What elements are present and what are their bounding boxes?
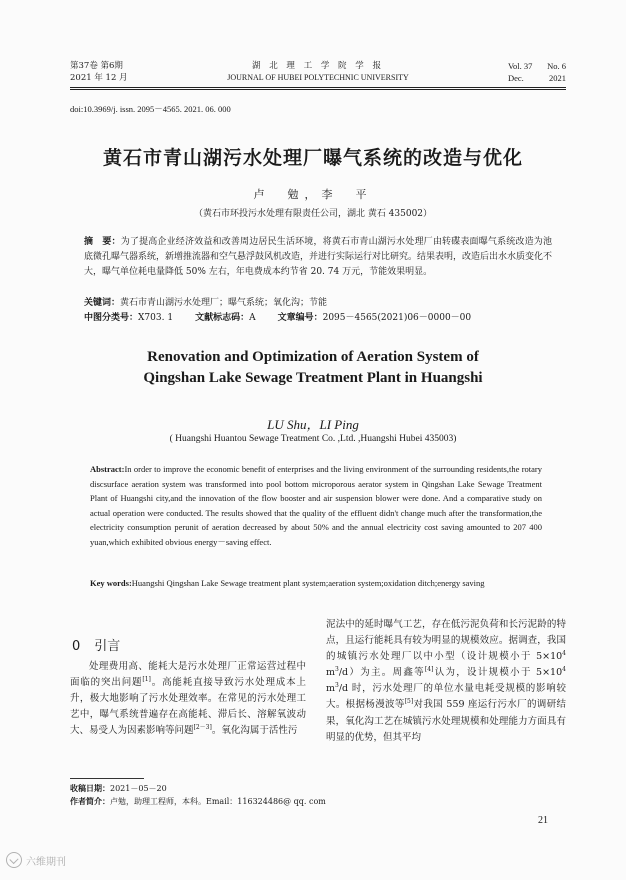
keywords-cn-label: 关键词： (84, 298, 121, 308)
article-label: 文章编号： (277, 313, 323, 323)
superscript-1: 4 (562, 650, 566, 658)
citation-5: [5] (404, 698, 414, 706)
affiliation-cn: （黄石市环投污水处理有限责任公司，湖北 黄石 435002） (193, 209, 433, 219)
body-right-column (326, 617, 566, 746)
title-cn: 黄石市青山湖污水处理厂曝气系统的改造与优化 (102, 147, 523, 169)
watermark (6, 852, 66, 868)
citation-2: [2－3] (193, 723, 212, 731)
header-month: Dec. (508, 73, 524, 83)
section-heading (72, 635, 120, 654)
keywords-cn-text: 黄石市青山湖污水处理厂；曝气系统；氧化沟；节能 (120, 298, 328, 308)
section-title: 引言 (94, 639, 121, 654)
citation-4: [4] (424, 666, 434, 674)
abstract-en-text: In order to improve the economic benefit of enterprises and the living environment of the surrounding residents,the rotary discsurface aeration system was transformed into pool bottom microporous aerator system in Qingshan Lake Sewage Treatment Plant of Huangshi city,and the innovation of the flow booster and air suspension blower were done. And a comparative study on actual operation were conducted. The results showed that the quality of the effluent didn't change much after the transformation,the electricity consumption perunit of aeration decreased by about 50% and the annual electricity cost saving amounted to 207 400 yuan,which exhibited obvious energy－saving effect. (90, 464, 542, 547)
doc-label: 文献标志码： (195, 313, 250, 323)
footnote-rule (70, 778, 144, 779)
watermark-text: 六维期刊 (26, 856, 66, 868)
footnote-received (70, 782, 370, 795)
right-text-g: 对我国 559 座运行污水厂的调研结果，氧化沟工艺在城镇污水处理规模和处理能力方面具有明显的优势，但其平均 (326, 699, 566, 743)
article-number (278, 311, 472, 325)
right-text-b: m (326, 667, 336, 679)
header-volume-issue-cn: 第37卷 第6期 (70, 61, 123, 71)
superscript-3: 4 (562, 666, 566, 674)
header-journal (70, 60, 566, 84)
header-journal-en: JOURNAL OF HUBEI POLYTECHNIC UNIVERSITY (227, 73, 409, 82)
header-rule-top (70, 87, 566, 88)
abstract-en-label: Abstract: (90, 464, 125, 474)
article-value: 2095－4565(2021)06－0000－00 (322, 313, 472, 323)
title-en (0, 347, 626, 389)
classification-line (84, 311, 552, 325)
right-text-c: /d）为主。周鑫等 (338, 667, 425, 679)
abstract-cn (84, 235, 552, 280)
keywords-en-label: Key words: (90, 578, 132, 588)
left-text-2: 。高能耗直接导致污水处理成本上升，极大地影响了污水处理效率。在常见的污水处理工艺中，曝气系统普遍存在高能耗、滞后长、溶解氧波动大、易受人为因素影响等问题 (70, 677, 306, 736)
keywords-cn (84, 296, 552, 310)
superscript-4: 3 (335, 682, 339, 690)
clc-label: 中图分类号： (84, 313, 139, 323)
doi: doi:10.3969/j. issn. 2095－4565. 2021. 06. 000 (70, 104, 231, 114)
title-en-line1: Renovation and Optimization of Aeration System of (147, 349, 479, 365)
abstract-cn-text: 为了提高企业经济效益和改善周边居民生活环境，将黄石市青山湖污水处理厂由转碟表面曝气系统改造为池底微孔曝气器系统，新增推流器和空气悬浮鼓风机改造，并进行实际运行对比研究。结果表明，改造后出水水质变化不大，曝气单位耗电量降低 50% 左右，年电费成本约节省 20. 74 万元，节能效果明显。 (84, 237, 553, 277)
abstract-en (90, 462, 542, 550)
watermark-logo-icon (6, 852, 22, 868)
header-rule-bottom (70, 89, 566, 90)
left-text-1: 处理费用高、能耗大是污水处理厂正常运营过程中面临的突出问题 (70, 661, 306, 688)
clc-code (84, 311, 173, 325)
right-text-a: 泥法中的延时曝气工艺，存在低污泥负荷和长污泥龄的特点，且运行能耗具有较为明显的规模效应。据调查，我国的城镇污水处理厂以中小型（设计规模小于 5×10 (326, 619, 566, 663)
doc-code (195, 311, 256, 325)
received-label: 收稿日期： (70, 784, 110, 793)
header-volume-en (508, 60, 566, 84)
superscript-2: 3 (335, 666, 339, 674)
section-number: 0 (72, 639, 81, 654)
header-date-cn: 2021 年 12 月 (70, 73, 128, 83)
authors-en: LU Shu，LI Ping (267, 417, 359, 432)
right-text-e: m (326, 683, 336, 695)
footnote-author (70, 795, 370, 808)
title-en-line2: Qingshan Lake Sewage Treatment Plant in Huangshi (143, 370, 483, 386)
author-bio: 卢勉，助理工程师，本科。Email：116324486@ qq. com (110, 797, 326, 806)
clc-value: X703. 1 (138, 313, 174, 323)
keywords-en (90, 577, 542, 590)
author-bio-label: 作者简介： (70, 797, 110, 806)
doc-value: A (249, 313, 256, 323)
affiliation-en: ( Huangshi Huantou Sewage Treatment Co. ,Ltd. ,Huangshi Hubei 435003) (169, 434, 457, 444)
header-vol: Vol. 37 (508, 61, 533, 71)
header-no: No. 6 (547, 61, 566, 71)
abstract-cn-label: 摘 要： (84, 237, 121, 247)
right-text-d: 认为，设计规模小于 5×10 (433, 667, 563, 679)
citation-1: [1] (142, 675, 151, 683)
right-text-f: /d 时，污水处理厂的单位水量电耗受规模的影响较大。根据杨漫波等 (326, 683, 566, 711)
page-number: 21 (538, 815, 548, 826)
left-text-3: 。氧化沟属于活性污 (211, 725, 298, 736)
received-date: 2021－05－20 (110, 784, 167, 793)
keywords-en-text: Huangshi Qingshan Lake Sewage treatment plant system;aeration system;oxidation ditch;energy saving (131, 578, 485, 588)
header-journal-cn: 湖 北 理 工 学 院 学 报 (252, 61, 384, 71)
body-left-column (70, 659, 306, 739)
footnote (70, 782, 370, 808)
header-year: 2021 (549, 73, 566, 83)
authors-cn: 卢 勉，李 平 (253, 188, 373, 201)
